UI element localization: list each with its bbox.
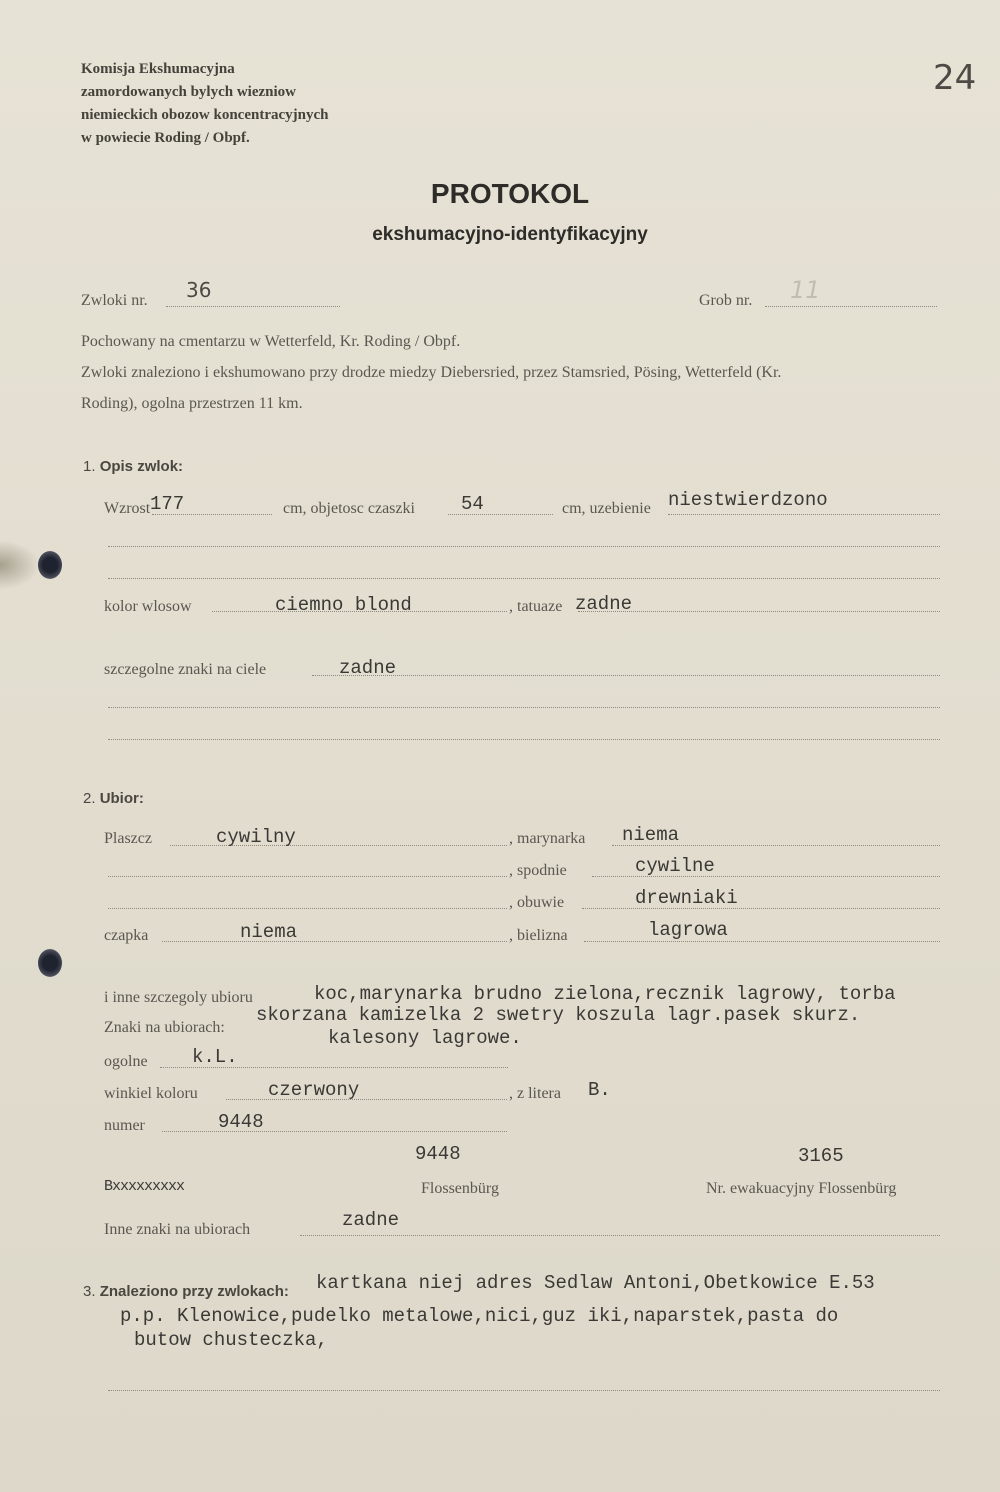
header-line-3: niemieckich obozow koncentracyjnych [81, 107, 329, 123]
zwloki-line [166, 306, 340, 307]
section-3-title: Znaleziono przy zwlokach: [99, 1283, 289, 1300]
znaki-na-ubiorach-label: Znaki na ubiorach: [104, 1019, 225, 1036]
spodnie-blank [108, 876, 507, 877]
document-title: PROTOKOL [430, 178, 590, 209]
blank-line-1 [108, 546, 940, 547]
struck-out-label: Bxxxxxxxxx [104, 1178, 185, 1195]
zwloki-label: Zwloki nr. [81, 292, 148, 309]
intro-line-2: Zwloki znaleziono i ekshumowano przy drodze miedzy Diebersried, przez Stamsried, Pösing, Wetterfeld (Kr. [81, 364, 782, 381]
spodnie-label: , spodnie [509, 862, 567, 879]
intro-line-3: Roding), ogolna przestrzen 11 km. [81, 395, 303, 412]
section-3-number: 3. [83, 1283, 96, 1300]
flossenburg-label: Flossenbürg [421, 1180, 499, 1197]
znaleziono-value-3: butow chusteczka, [134, 1329, 328, 1351]
blank-line-5 [108, 1390, 940, 1391]
intro-line-1: Pochowany na cmentarzu w Wetterfeld, Kr. Roding / Obpf. [81, 333, 461, 350]
spodnie-value: cywilne [635, 855, 715, 877]
znaki-na-ciele-label: szczegolne znaki na ciele [104, 661, 267, 678]
inne-znaki-label: Inne znaki na ubiorach [104, 1221, 251, 1238]
header-line-4: w powiecie Roding / Obpf. [81, 130, 250, 146]
grob-line [765, 306, 937, 307]
punch-hole-bottom [38, 949, 62, 977]
litera-label: , z litera [509, 1085, 561, 1102]
uzebienie-line [668, 514, 940, 515]
bielizna-line [584, 941, 940, 942]
ogolne-value: k.L. [192, 1046, 238, 1068]
winkiel-value: czerwony [268, 1079, 360, 1101]
header-line-2: zamordowanych bylych wiezniow [81, 84, 296, 100]
section-1-heading [83, 458, 183, 475]
kolor-wlosow-label: kolor wlosow [104, 598, 192, 615]
czapka-value: niema [240, 921, 298, 943]
paper-stain [0, 540, 40, 590]
winkiel-label: winkiel koloru [104, 1085, 198, 1102]
section-1-number: 1. [83, 458, 96, 475]
section-1-title: Opis zwlok: [99, 458, 184, 475]
cm-objetosc-label: cm, objetosc czaszki [283, 500, 415, 517]
czapka-label: czapka [104, 927, 149, 944]
znaki-line [312, 675, 940, 676]
znaleziono-value-2: p.p. Klenowice,pudelko metalowe,nici,guz iki,naparstek,pasta do [120, 1305, 839, 1327]
kolor-wlosow-value: ciemno blond [275, 594, 412, 616]
numer-value: 9448 [218, 1111, 264, 1133]
inne-szczegoly-value-3: kalesony lagrowe. [328, 1027, 522, 1049]
obuwie-label: , obuwie [509, 894, 565, 911]
ogolne-label: ogolne [104, 1053, 148, 1070]
zwloki-value: 36 [186, 278, 212, 302]
litera-value: B. [588, 1079, 611, 1101]
blank-line-2 [108, 578, 940, 579]
wzrost-label: Wzrost [104, 500, 151, 517]
uzebienie-value: niestwierdzono [668, 489, 828, 511]
section-2-heading [83, 790, 144, 807]
ewakuacyjny-number: 3165 [798, 1145, 844, 1167]
section-2-title: Ubior: [99, 790, 144, 807]
inne-szczegoly-label: i inne szczegoly ubioru [104, 989, 253, 1006]
numer-line [162, 1131, 507, 1132]
tatuaze-line [578, 611, 940, 612]
grob-value: 11 [790, 276, 821, 304]
blank-line-4 [108, 739, 940, 740]
znaki-na-ciele-value: zadne [339, 657, 397, 679]
commission-header [81, 58, 328, 150]
page-number: 24 [933, 58, 977, 98]
document-subtitle: ekshumacyjno-identyfikacyjny [372, 224, 648, 245]
flossenburg-number: 9448 [415, 1143, 461, 1165]
inne-znaki-value: zadne [342, 1209, 400, 1231]
inne-szczegoly-value-1: koc,marynarka brudno zielona,recznik lagrowy, torba [314, 983, 896, 1005]
tatuaze-value: zadne [575, 593, 633, 615]
blank-line-3 [108, 707, 940, 708]
czaszka-value: 54 [461, 493, 484, 515]
section-3-heading [83, 1283, 289, 1300]
wzrost-value: 177 [150, 493, 185, 515]
bielizna-value: lagrowa [648, 919, 728, 941]
plaszcz-value: cywilny [216, 826, 296, 848]
cm-uzebienie-label: cm, uzebienie [562, 500, 651, 517]
plaszcz-label: Plaszcz [104, 830, 152, 847]
inne-znaki-line [300, 1235, 940, 1236]
tatuaze-label: , tatuaze [509, 598, 563, 615]
czapka-line [162, 941, 507, 942]
marynarka-label: , marynarka [509, 830, 586, 847]
section-2-number: 2. [83, 790, 96, 807]
inne-szczegoly-value-2: skorzana kamizelka 2 swetry koszula lagr.pasek skurz. [256, 1004, 861, 1026]
header-line-1: Komisja Ekshumacyjna [81, 61, 235, 77]
marynarka-value: niema [622, 824, 680, 846]
bielizna-label: , bielizna [509, 927, 568, 944]
obuwie-value: drewniaki [635, 887, 738, 909]
znaleziono-value-1: kartkana niej adres Sedlaw Antoni,Obetkowice E.53 [316, 1272, 875, 1294]
punch-hole-top [38, 551, 62, 579]
numer-label: numer [104, 1117, 145, 1134]
ewakuacyjny-label: Nr. ewakuacyjny Flossenbürg [706, 1180, 897, 1197]
obuwie-blank [108, 908, 507, 909]
grob-label: Grob nr. [699, 292, 753, 309]
